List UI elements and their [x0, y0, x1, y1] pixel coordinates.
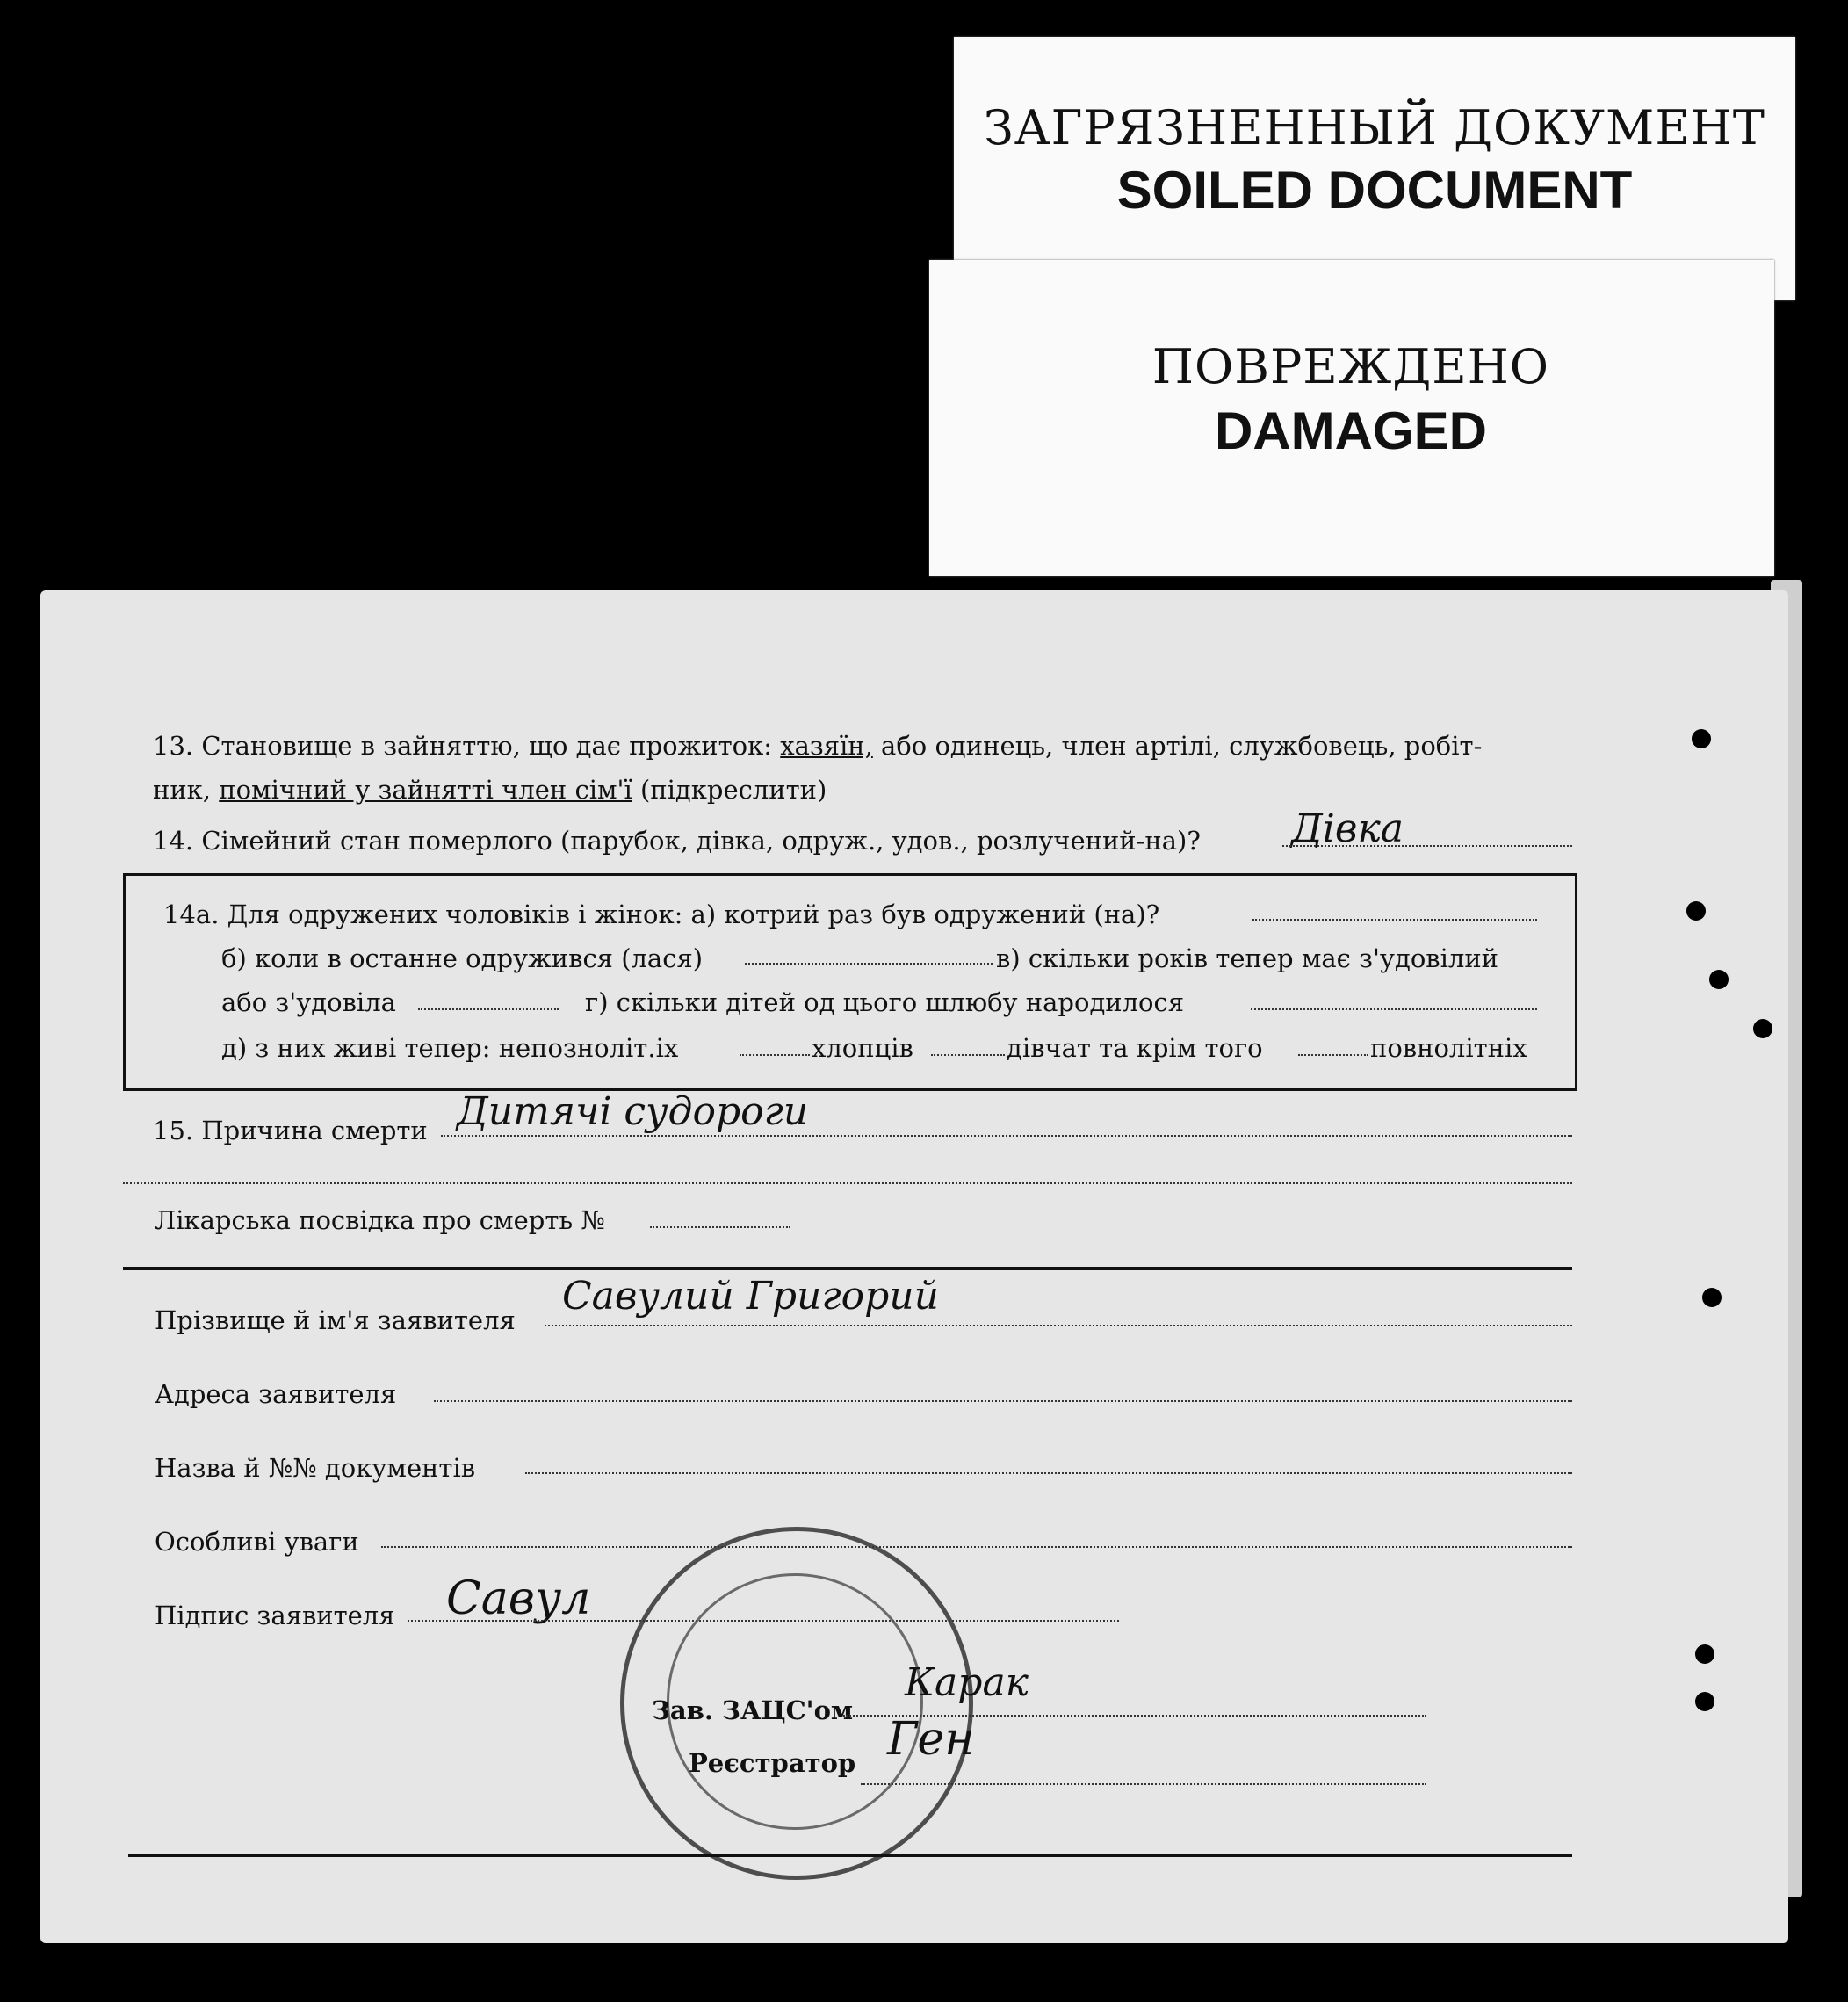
- q14a-line4-b: хлопців: [812, 1033, 913, 1063]
- q14a-g-answer-line: [1251, 1008, 1537, 1010]
- q14-answer-line: [1282, 845, 1572, 847]
- q14a-adults-line: [1298, 1054, 1368, 1056]
- q14a-minors-line: [740, 1054, 810, 1056]
- applicant-name-label: Прізвище й ім'я заявителя: [155, 1305, 516, 1335]
- punch-hole: [1753, 1019, 1772, 1038]
- q14a-v-answer-line: [418, 1008, 559, 1010]
- q13-helper-underlined: помічний у зайнятті член сім'ї: [219, 775, 632, 805]
- damaged-label-en: DAMAGED: [1215, 401, 1487, 460]
- medical-certificate-label: Лікарська посвідка про смерть №: [155, 1205, 605, 1235]
- q14a-line4-a: д) з них живі тепер: непозноліт.іх: [221, 1033, 679, 1063]
- damaged-label-ru: ПОВРЕЖДЕНО: [1151, 339, 1550, 394]
- applicant-address-label: Адреса заявителя: [155, 1379, 397, 1409]
- q14a-boys-line: [931, 1054, 1005, 1056]
- punch-hole: [1686, 901, 1706, 921]
- q15-label: 15. Причина смерти: [153, 1116, 428, 1146]
- q14a-line3-b: г) скільки дітей од цього шлюбу народилося: [585, 987, 1185, 1017]
- punch-hole: [1695, 1644, 1714, 1664]
- section-divider: [123, 1267, 1572, 1270]
- q14a-line2-b: в) скільки років тепер має з'удовілий: [996, 943, 1498, 973]
- q13-line1: [153, 731, 1482, 761]
- q13-text-d: (підкреслити): [640, 775, 827, 805]
- head-label: Зав. ЗАЦС'ом: [652, 1695, 854, 1725]
- applicant-name-handwritten: Савулий Григорий: [562, 1274, 939, 1319]
- applicant-signature-label: Підпис заявителя: [155, 1601, 395, 1630]
- q14a-line4-d: повнолітніх: [1370, 1033, 1527, 1063]
- applicant-name-line: [545, 1325, 1572, 1326]
- soiled-label-ru: ЗАГРЯЗНЕННЫЙ ДОКУМЕНТ: [984, 100, 1765, 155]
- remarks-line: [381, 1546, 1572, 1548]
- q13-text-c: ник,: [153, 775, 212, 805]
- punch-hole: [1692, 729, 1711, 748]
- q15-answer-handwritten: Дитячі судороги: [457, 1089, 809, 1134]
- q14a-line1: 14а. Для одружених чоловіків і жінок: а) котрий раз був одружений (на)?: [163, 900, 1160, 929]
- q14a-a-answer-line: [1252, 919, 1537, 921]
- soiled-label-en: SOILED DOCUMENT: [1116, 161, 1633, 220]
- documents-line: [525, 1472, 1572, 1474]
- bottom-rule: [128, 1854, 1572, 1857]
- medical-certificate-line: [650, 1226, 790, 1228]
- applicant-signature: Савул: [446, 1572, 591, 1625]
- q14a-line2-a: б) коли в останне одружився (лася): [221, 943, 704, 973]
- punch-hole: [1709, 970, 1729, 989]
- punch-hole: [1695, 1692, 1714, 1711]
- q15-answer-line: [441, 1135, 1572, 1137]
- q14a-b-answer-line: [745, 963, 993, 965]
- q13-text-a: 13. Становище в зайняттю, що дає прожиток:: [153, 731, 773, 761]
- q13-owner-underlined: хазяїн,: [780, 731, 873, 761]
- punch-hole: [1702, 1288, 1722, 1307]
- applicant-address-line: [434, 1400, 1572, 1402]
- q14a-line3-a: або з'удовіла: [221, 987, 396, 1017]
- registrar-signature: Ген: [887, 1713, 975, 1766]
- q13-line2: [153, 775, 827, 805]
- q15-answer-line-2: [123, 1182, 1572, 1184]
- head-signature: Карак: [905, 1660, 1029, 1705]
- q13-text-b: або одинець, член артілі, службовець, робіт-: [881, 731, 1483, 761]
- registrar-label: Реєстратор: [689, 1748, 856, 1778]
- documents-label: Назва й №№ документів: [155, 1453, 476, 1483]
- damaged-document-label: [929, 260, 1774, 576]
- q14-label: 14. Сімейний стан померлого (парубок, дівка, одруж., удов., розлучений-на)?: [153, 826, 1201, 856]
- q14-answer-handwritten: Дівка: [1291, 806, 1404, 851]
- q14a-line4-c: дівчат та крім того: [1007, 1033, 1263, 1063]
- registrar-signature-line: [861, 1783, 1426, 1785]
- remarks-label: Особливі уваги: [155, 1527, 359, 1557]
